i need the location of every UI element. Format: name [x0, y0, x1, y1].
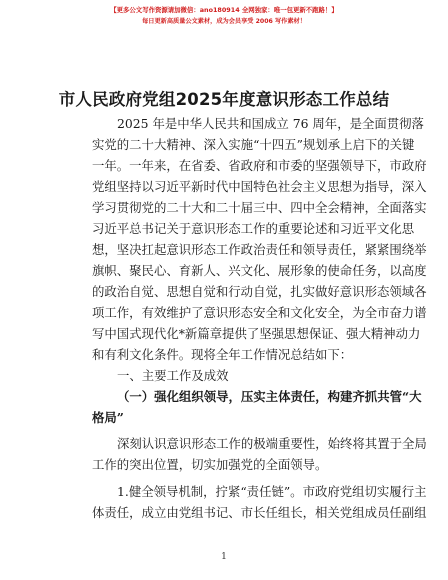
body-line: 写中国式现代化*新篇章提供了坚强思想保证、强大精神动力	[92, 326, 421, 341]
body-line: 的政治自觉、思想自觉和行动自觉，扎实做好意识形态领域各	[92, 284, 427, 299]
body-line: 体责任，成立由党组书记、市长任组长，相关党组成员任副组	[92, 505, 427, 520]
body-line: 深刻认识意识形态工作的极端重要性，始终将其置于全局	[117, 436, 427, 451]
body-line: 和有利文化条件。现将全年工作情况总结如下：	[92, 347, 353, 362]
body-line: 想，坚决扛起意识形态工作政治责任和领导责任，紧紧围绕举	[92, 242, 427, 257]
body-line: 1.健全领导机制，拧紧“责任链”。市政府党组切实履行主	[117, 484, 427, 499]
promo-banner-line-1: 【更多公文写作资源请加微信：ano180914 全网独家：唯一包更新不跑路！】	[110, 6, 338, 14]
body-line: 项工作，有效维护了意识形态安全和文化安全，为全市奋力谱	[92, 305, 427, 320]
body-line: 2025 年是中华人民共和国成立 76 周年，是全面贯彻落	[117, 116, 424, 131]
body-line: 党组坚持以习近平新时代中国特色社会主义思想为指导，深入	[92, 179, 427, 194]
body-line: 学习贯彻党的二十大和二十届三中、四中全会精神，全面落实	[92, 200, 427, 215]
body-line: 工作的突出位置，切实加强党的全面领导。	[92, 457, 328, 472]
body-line: 实党的二十大精神、深入实施“十四五”规划承上启下的关键	[92, 137, 415, 152]
section-heading: 一、主要工作及成效	[117, 368, 229, 383]
subsection-heading: 格局”	[92, 410, 124, 425]
body-line: 一年。一年来，在省委、省政府和市委的坚强领导下，市政府	[92, 158, 427, 173]
body-line: 习近平总书记关于意识形态工作的重要论述和习近平文化思	[92, 221, 415, 236]
document-title: 市人民政府党组2025年度意识形态工作总结	[58, 90, 390, 109]
subsection-heading: （一）强化组织领导，压实主体责任，构建齐抓共管“大	[117, 389, 422, 404]
promo-banner-line-2: 每日更新高质量公文素材，成为会员享受 2006 写作素材！	[142, 18, 306, 25]
page-number: 1	[221, 552, 227, 562]
body-line: 旗帜、聚民心、育新人、兴文化、展形象的使命任务，以高度	[92, 263, 427, 278]
